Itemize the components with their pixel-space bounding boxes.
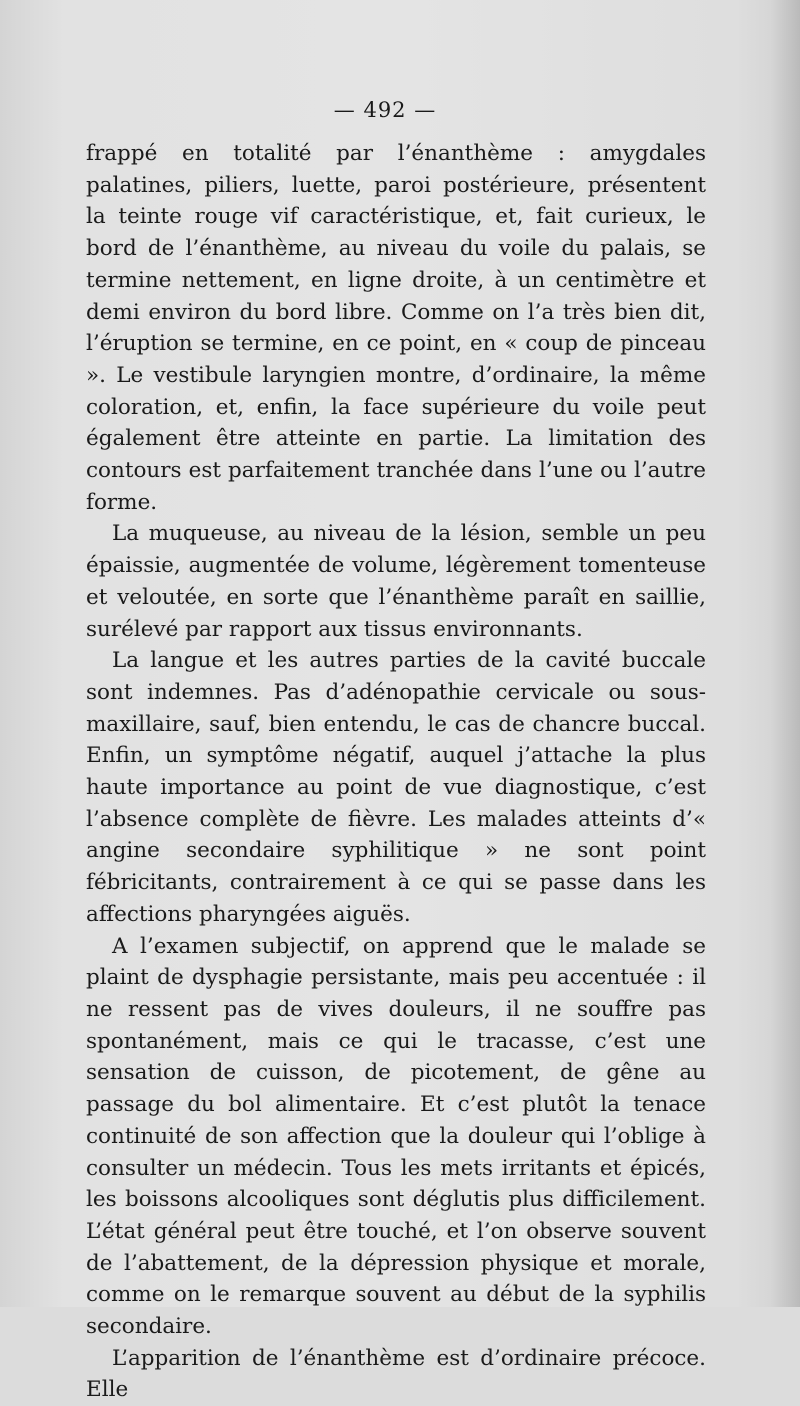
paragraph-4: A l’examen subjectif, on apprend que le malade se plaint de dysphagie persistante, mais peu accentuée : il ne ressent pas de vives douleurs, il ne souffre pas spontanément, mais ce qui le tracasse, c’est une sensation de cuisson, de picotement, de gêne au passage du bol alimentaire. Et c’est plutôt la tenace continuité de son affection que la douleur qui l’oblige à consulter un médecin. Tous les mets irritants et épicés, les boissons alcooliques sont déglutis plus difficilement. L’état général peut être touché, et l’on observe souvent de l’abattement, de la dépression physique et morale, comme on le remarque souvent au début de la syphilis secondaire.: [86, 933, 706, 1340]
paragraph-5: L’apparition de l’énanthème est d’ordinaire précoce. Elle: [86, 1345, 706, 1403]
paragraph-2: La muqueuse, au niveau de la lésion, semble un peu épaissie, augmentée de volume, légèrement tomenteuse et veloutée, en sorte que l’énanthème paraît en saillie, surélevé par rapport aux tissus environnants.: [86, 521, 706, 642]
paragraph-3: La langue et les autres parties de la cavité buccale sont indemnes. Pas d’adénopathie cervicale ou sous-maxillaire, sauf, bien entendu, le cas de chancre buccal. Enfin, un symptôme négatif, auquel j’attache la plus haute importance au point de vue diagnostique, c’est l’absence complète de fièvre. Les malades atteints d’« angine secondaire syphilitique » ne sont point fébricitants, contrairement à ce qui se passe dans les affections pharyngées aiguës.: [86, 648, 706, 927]
page-edge-shadow: [770, 0, 800, 1307]
paragraph-1: frappé en totalité par l’énanthème : amygdales palatines, piliers, luette, paroi postérieure, présentent la teinte rouge vif caractéristique, et, fait curieux, le bord de l’énanthème, au niveau du voile du palais, se termine nettement, en ligne droite, à un centimètre et demi environ du bord libre. Comme on l’a très bien dit, l’éruption se termine, en ce point, en « coup de pinceau ». Le vestibule laryngien montre, d’ordinaire, la même coloration, et, enfin, la face supérieure du voile peut également être atteinte en partie. La limitation des contours est parfaitement tranchée dans l’une ou l’autre forme.: [86, 141, 706, 515]
body-text: [86, 138, 706, 1406]
page-number: — 492 —: [333, 98, 437, 122]
